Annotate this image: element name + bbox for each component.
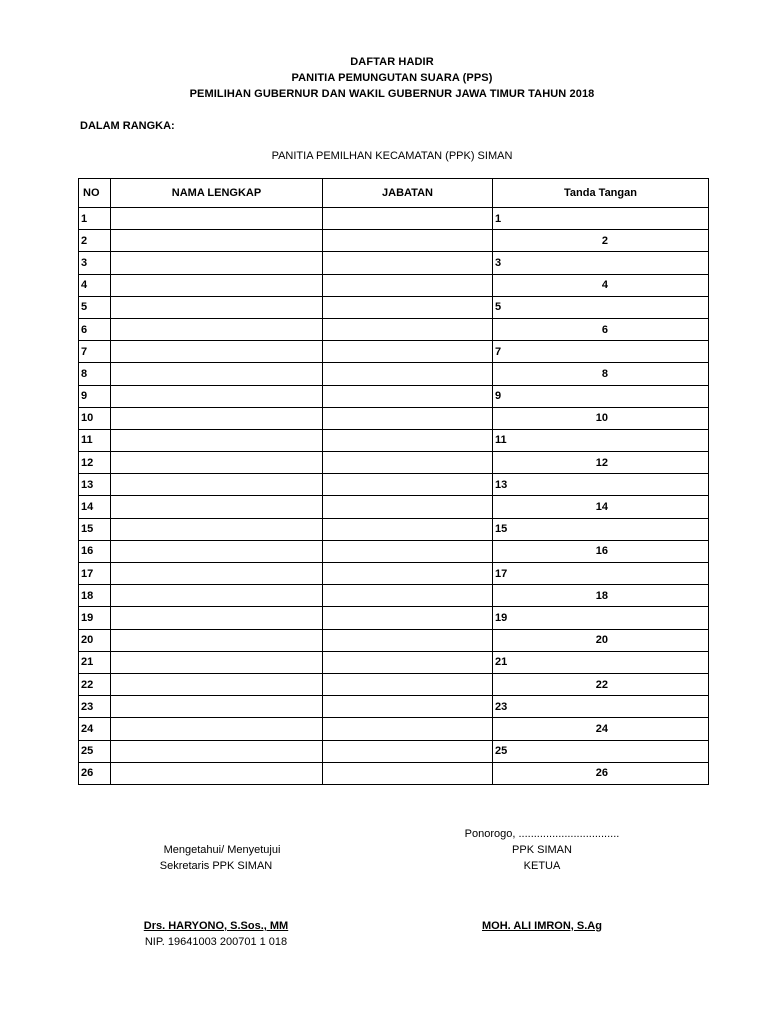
position-cell[interactable]	[323, 474, 493, 496]
ppk-label: PPK SIMAN	[512, 844, 572, 856]
row-number: 8	[79, 363, 111, 385]
attendance-table	[78, 178, 709, 785]
place-date: Ponorogo, .................................	[464, 828, 620, 840]
column-header-signature: Tanda Tangan	[493, 179, 709, 208]
table-row	[79, 407, 709, 429]
row-number: 14	[79, 496, 111, 518]
row-number: 16	[79, 540, 111, 562]
table-row	[79, 762, 709, 784]
position-cell[interactable]	[323, 518, 493, 540]
table-row	[79, 563, 709, 585]
doc-title: DAFTAR HADIR	[350, 56, 434, 68]
position-cell[interactable]	[323, 762, 493, 784]
table-row	[79, 673, 709, 695]
row-number: 10	[79, 407, 111, 429]
row-number: 12	[79, 452, 111, 474]
row-number: 22	[79, 673, 111, 695]
name-cell[interactable]	[111, 718, 323, 740]
table-row	[79, 651, 709, 673]
name-cell[interactable]	[111, 762, 323, 784]
table-row	[79, 363, 709, 385]
chairman-name: MOH. ALI IMRON, S.Ag	[482, 920, 602, 932]
position-cell[interactable]	[323, 230, 493, 252]
signature-cell[interactable]: 7	[493, 341, 709, 363]
table-row	[79, 385, 709, 407]
table-row	[79, 607, 709, 629]
column-header-name: NAMA LENGKAP	[111, 179, 323, 208]
signature-cell[interactable]: 17	[493, 563, 709, 585]
position-cell[interactable]	[323, 496, 493, 518]
row-number: 9	[79, 385, 111, 407]
signature-cell[interactable]: 16	[493, 540, 709, 562]
position-cell[interactable]	[323, 629, 493, 651]
table-row	[79, 474, 709, 496]
signature-cell[interactable]: 4	[493, 274, 709, 296]
position-cell[interactable]	[323, 651, 493, 673]
row-number: 20	[79, 629, 111, 651]
column-header-position: JABATAN	[323, 179, 493, 208]
position-cell[interactable]	[323, 274, 493, 296]
signature-cell[interactable]: 21	[493, 651, 709, 673]
name-cell[interactable]	[111, 274, 323, 296]
name-cell[interactable]	[111, 474, 323, 496]
row-number: 25	[79, 740, 111, 762]
position-cell[interactable]	[323, 407, 493, 429]
position-cell[interactable]	[323, 585, 493, 607]
position-cell[interactable]	[323, 208, 493, 230]
table-row	[79, 208, 709, 230]
position-cell[interactable]	[323, 452, 493, 474]
signature-cell[interactable]: 11	[493, 429, 709, 451]
signature-cell[interactable]: 15	[493, 518, 709, 540]
position-cell[interactable]	[323, 318, 493, 340]
position-cell[interactable]	[323, 540, 493, 562]
doc-subtitle-pps: PANITIA PEMUNGUTAN SUARA (PPS)	[291, 72, 493, 84]
name-cell[interactable]	[111, 385, 323, 407]
table-row	[79, 274, 709, 296]
row-number: 13	[79, 474, 111, 496]
signature-cell[interactable]: 13	[493, 474, 709, 496]
row-number: 1	[79, 208, 111, 230]
signature-cell[interactable]: 23	[493, 696, 709, 718]
position-cell[interactable]	[323, 341, 493, 363]
secretary-name: Drs. HARYONO, S.Sos., MM	[143, 920, 289, 932]
table-row	[79, 341, 709, 363]
column-header-no: NO	[79, 179, 111, 208]
context-subtitle: PANITIA PEMILHAN KECAMATAN (PPK) SIMAN	[271, 150, 513, 162]
position-cell[interactable]	[323, 673, 493, 695]
name-cell[interactable]	[111, 496, 323, 518]
position-cell[interactable]	[323, 429, 493, 451]
table-row	[79, 452, 709, 474]
name-cell[interactable]	[111, 407, 323, 429]
name-cell[interactable]	[111, 452, 323, 474]
signature-cell[interactable]: 9	[493, 385, 709, 407]
context-label: DALAM RANGKA:	[80, 120, 175, 132]
signature-cell[interactable]: 19	[493, 607, 709, 629]
signature-cell[interactable]: 22	[493, 673, 709, 695]
secretary-nip: NIP. 19641003 200701 1 018	[144, 936, 288, 948]
table-row	[79, 429, 709, 451]
name-cell[interactable]	[111, 563, 323, 585]
chairman-title: KETUA	[523, 860, 561, 872]
signature-cell[interactable]: 10	[493, 407, 709, 429]
signature-cell[interactable]: 25	[493, 740, 709, 762]
signature-cell[interactable]: 5	[493, 296, 709, 318]
row-number: 4	[79, 274, 111, 296]
name-cell[interactable]	[111, 585, 323, 607]
name-cell[interactable]	[111, 230, 323, 252]
name-cell[interactable]	[111, 296, 323, 318]
name-cell[interactable]	[111, 252, 323, 274]
table-row	[79, 540, 709, 562]
table-row	[79, 296, 709, 318]
name-cell[interactable]	[111, 341, 323, 363]
name-cell[interactable]	[111, 518, 323, 540]
row-number: 23	[79, 696, 111, 718]
row-number: 5	[79, 296, 111, 318]
table-row	[79, 718, 709, 740]
position-cell[interactable]	[323, 607, 493, 629]
row-number: 19	[79, 607, 111, 629]
row-number: 21	[79, 651, 111, 673]
signature-cell[interactable]: 18	[493, 585, 709, 607]
signature-cell[interactable]: 3	[493, 252, 709, 274]
name-cell[interactable]	[111, 673, 323, 695]
position-cell[interactable]	[323, 696, 493, 718]
signature-cell[interactable]: 12	[493, 452, 709, 474]
table-row	[79, 629, 709, 651]
table-row	[79, 318, 709, 340]
row-number: 3	[79, 252, 111, 274]
table-row	[79, 740, 709, 762]
table-row	[79, 252, 709, 274]
table-row	[79, 518, 709, 540]
row-number: 15	[79, 518, 111, 540]
signature-cell[interactable]: 14	[493, 496, 709, 518]
doc-subtitle-election: PEMILIHAN GUBERNUR DAN WAKIL GUBERNUR JAWA TIMUR TAHUN 2018	[189, 88, 595, 100]
signature-cell[interactable]: 24	[493, 718, 709, 740]
position-cell[interactable]	[323, 363, 493, 385]
position-cell[interactable]	[323, 385, 493, 407]
row-number: 17	[79, 563, 111, 585]
position-cell[interactable]	[323, 252, 493, 274]
name-cell[interactable]	[111, 429, 323, 451]
table-row	[79, 496, 709, 518]
name-cell[interactable]	[111, 318, 323, 340]
table-header-row	[79, 179, 709, 208]
row-number: 24	[79, 718, 111, 740]
table-row	[79, 585, 709, 607]
signature-cell[interactable]: 1	[493, 208, 709, 230]
row-number: 11	[79, 429, 111, 451]
table-row	[79, 696, 709, 718]
signature-cell[interactable]: 8	[493, 363, 709, 385]
secretary-title: Sekretaris PPK SIMAN	[159, 860, 273, 872]
name-cell[interactable]	[111, 696, 323, 718]
name-cell[interactable]	[111, 363, 323, 385]
name-cell[interactable]	[111, 607, 323, 629]
position-cell[interactable]	[323, 296, 493, 318]
row-number: 18	[79, 585, 111, 607]
name-cell[interactable]	[111, 740, 323, 762]
position-cell[interactable]	[323, 563, 493, 585]
signature-cell[interactable]: 26	[493, 762, 709, 784]
name-cell[interactable]	[111, 208, 323, 230]
name-cell[interactable]	[111, 540, 323, 562]
name-cell[interactable]	[111, 651, 323, 673]
table-row	[79, 230, 709, 252]
position-cell[interactable]	[323, 718, 493, 740]
row-number: 2	[79, 230, 111, 252]
signature-cell[interactable]: 2	[493, 230, 709, 252]
approval-label: Mengetahui/ Menyetujui	[163, 844, 281, 856]
row-number: 7	[79, 341, 111, 363]
position-cell[interactable]	[323, 740, 493, 762]
signature-cell[interactable]: 6	[493, 318, 709, 340]
row-number: 6	[79, 318, 111, 340]
name-cell[interactable]	[111, 629, 323, 651]
row-number: 26	[79, 762, 111, 784]
signature-cell[interactable]: 20	[493, 629, 709, 651]
